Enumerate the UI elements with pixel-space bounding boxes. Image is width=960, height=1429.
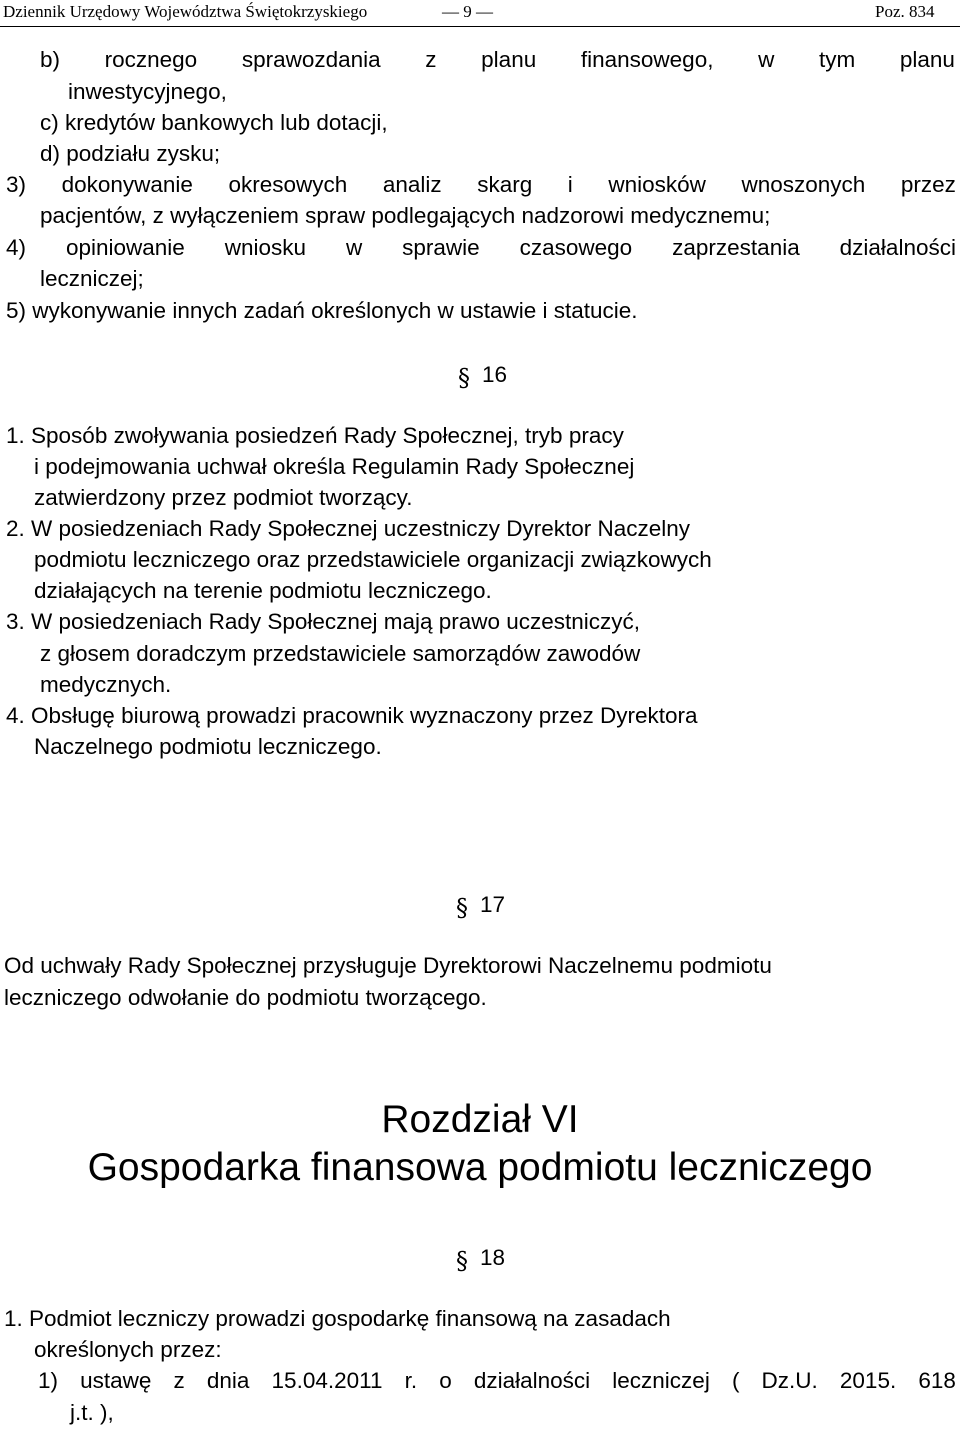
item-b-line2: inwestycyjnego,: [68, 79, 227, 104]
section-18-heading: § 18: [456, 1245, 506, 1275]
paragraph-sign: §: [456, 1247, 468, 1275]
section-17-heading: § 17: [456, 892, 506, 922]
item-4-line1: 4) opiniowanie wniosku w sprawie czasowego zaprzestania działalności: [6, 235, 956, 260]
item-5: 5) wykonywanie innych zadań określonych w ustawie i statucie.: [6, 298, 638, 323]
chapter-subtitle: Gospodarka finansowa podmiotu leczniczego: [87, 1146, 873, 1189]
header-rule: [0, 26, 960, 27]
sec18-line2: określonych przez:: [34, 1337, 222, 1362]
section-16-heading: § 16: [458, 362, 508, 392]
sec16-line: zatwierdzony przez podmiot tworzący.: [34, 485, 413, 510]
header-journal: Dziennik Urzędowy Województwa Świętokrzyskiego: [3, 2, 368, 21]
header-page-number: — 9 —: [442, 2, 493, 21]
sec16-line: medycznych.: [40, 672, 172, 697]
item-4-line2: leczniczej;: [40, 266, 144, 291]
item-c: c) kredytów bankowych lub dotacji,: [40, 110, 388, 135]
sec18-line1: 1. Podmiot leczniczy prowadzi gospodarkę finansową na zasadach: [4, 1306, 671, 1331]
paragraph-sign: §: [456, 894, 468, 922]
sec16-line: 2. W posiedzeniach Rady Społecznej uczestniczy Dyrektor Naczelny: [6, 516, 691, 541]
sec17-line: leczniczego odwołanie do podmiotu tworzącego.: [4, 985, 487, 1010]
sec16-line: i podejmowania uchwał określa Regulamin Rady Społecznej: [34, 454, 635, 479]
header-position: Poz. 834: [875, 2, 935, 21]
paragraph-sign: §: [458, 364, 470, 392]
sec16-line: 1. Sposób zwoływania posiedzeń Rady Społecznej, tryb pracy: [6, 423, 624, 448]
sec16-line: 4. Obsługę biurową prowadzi pracownik wyznaczony przez Dyrektora: [6, 703, 698, 728]
sec18-item1-line2: j.t. ),: [70, 1400, 114, 1425]
item-3-line2: pacjentów, z wyłączeniem spraw podlegających nadzorowi medycznemu;: [40, 203, 771, 228]
item-d: d) podziału zysku;: [40, 141, 221, 166]
sec18-item1-line1: 1) ustawę z dnia 15.04.2011 r. o działalności leczniczej ( Dz.U. 2015. 618: [38, 1368, 956, 1393]
sec16-line: z głosem doradczym przedstawiciele samorządów zawodów: [40, 641, 641, 666]
item-b-line1: b) rocznego sprawozdania z planu finansowego, w tym planu: [40, 47, 955, 72]
sec16-line: 3. W posiedzeniach Rady Społecznej mają prawo uczestniczyć,: [6, 609, 641, 634]
sec16-line: podmiotu leczniczego oraz przedstawiciele organizacji związkowych: [34, 547, 712, 572]
chapter-title: Rozdział VI: [381, 1098, 579, 1141]
sec16-line: Naczelnego podmiotu leczniczego.: [34, 734, 382, 759]
item-3-line1: 3) dokonywanie okresowych analiz skarg i wniosków wnoszonych przez: [6, 172, 956, 197]
sec16-line: działających na terenie podmiotu leczniczego.: [34, 578, 492, 603]
sec17-line: Od uchwały Rady Społecznej przysługuje Dyrektorowi Naczelnemu podmiotu: [4, 953, 772, 978]
